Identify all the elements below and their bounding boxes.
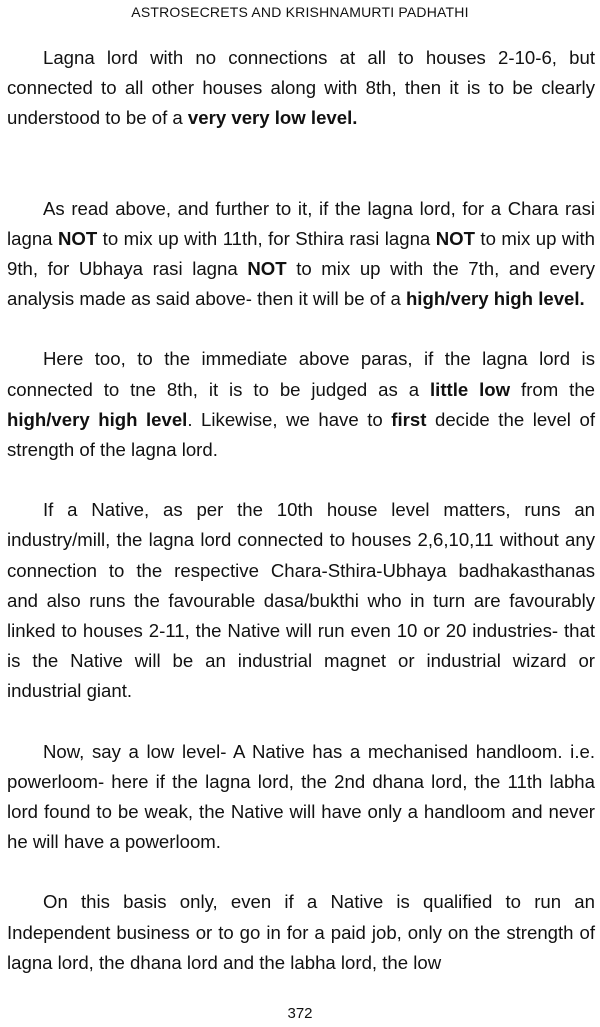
text-run: to mix up with the 7th, and every analysis made as said above- then it will be of a: [7, 258, 595, 310]
paragraph-6: [7, 887, 595, 978]
bold-text-run: high/very high level.: [405, 288, 585, 310]
running-header: ASTROSECRETS AND KRISHNAMURTI PADHATHI: [131, 4, 469, 20]
bold-text-run: very very low level.: [187, 107, 358, 129]
paragraph-1: [7, 43, 595, 134]
bold-text-run: NOT: [435, 227, 475, 249]
paragraph-4: [7, 495, 595, 706]
page-body: [7, 43, 595, 978]
bold-text-run: high/very high level: [7, 408, 188, 430]
text-run: to mix up with 11th, for Sthira rasi lagna: [97, 227, 436, 249]
text-run: Here too, to the immediate above paras, if the lagna lord is connected to tne 8th, it is to be judged as a: [7, 348, 595, 400]
paragraph-3: [7, 344, 595, 465]
page-number: 372: [287, 1005, 313, 1022]
text-run: to mix up with 9th, for Ubhaya rasi lagna: [7, 227, 595, 280]
bold-text-run: NOT: [247, 258, 287, 280]
text-run: If a Native, as per the 10th house level matters, runs an industry/mill, the lagna lord connected to houses 2,6,10,11 without any connection to the respective Chara-Sthira-Ubhaya badhakasthanas and also runs the favourable dasa/bukthi who in turn are favourably linked to houses 2-11, the Native will run even 10 or 20 industries- that is the Native will be an industrial magnet or industrial wizard or industrial giant.: [7, 499, 595, 702]
bold-text-run: first: [391, 408, 427, 430]
text-run: Lagna lord with no connections at all to houses 2-10-6, but connected to all other houses along with 8th, then it is to be clearly understood to be of a: [7, 47, 595, 129]
bold-text-run: NOT: [57, 227, 98, 249]
text-run: As read above, and further to it, if the lagna lord, for a Chara rasi lagna: [7, 197, 595, 249]
text-run: Now, say a low level- A Native has a mechanised handloom. i.e. powerloom- here if the lagna lord, the 2nd dhana lord, the 11th labha lord found to be weak, the Native will have only a handloom and never he will have a powerloom.: [7, 740, 595, 853]
text-run: On this basis only, even if a Native is qualified to run an Independent business or to go in for a paid job, only on the strength of lagna lord, the dhana lord and the labha lord, the low: [7, 891, 595, 973]
text-run: decide the level of strength of the lagna lord.: [7, 408, 595, 461]
text-run: from the: [510, 378, 596, 400]
text-run: . Likewise, we have to: [187, 408, 392, 430]
bold-text-run: little low: [430, 378, 511, 400]
paragraph-2: [7, 194, 595, 315]
paragraph-5: [7, 737, 595, 858]
